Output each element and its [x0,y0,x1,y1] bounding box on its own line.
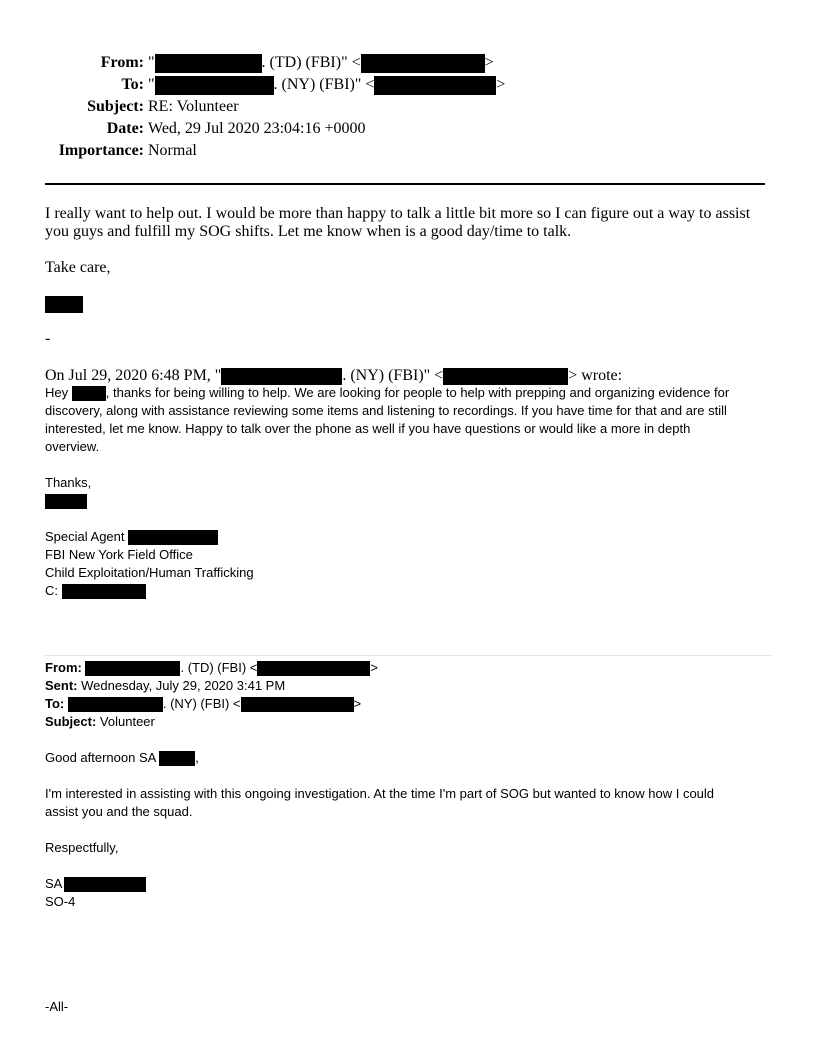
to-quote: " [148,76,155,93]
quoted-intro [45,367,622,385]
quoted2-sent-row [45,678,285,693]
header-importance-label: Importance: [58,142,144,159]
quoted-intro-pre: On Jul 29, 2020 6:48 PM, " [45,367,222,384]
quoted2-from-row [45,660,378,676]
quoted1-signature-redaction [45,493,87,509]
quoted2-to-post: > [353,696,362,711]
quoted-intro-post: > wrote: [568,367,623,384]
redaction-block [45,296,83,313]
quoted2-subject-label: Subject: [45,714,97,729]
header-importance-value: Normal [148,142,197,159]
quoted1-thanks: Thanks, [45,475,92,490]
quoted2-sig-sa [45,876,146,892]
header-to-row [0,74,816,96]
reply-line-2: you guys and fulfill my SOG shifts. Let me know when is a good day/time to talk. [45,223,572,240]
greeting-text: Good afternoon SA [45,750,156,765]
sig-sa-text: SA [45,876,63,891]
header-from-value [148,52,494,74]
redaction-block [159,751,195,766]
redaction-block [68,697,163,712]
quoted1-sig-cell [45,583,146,599]
header-from-label: From: [100,54,144,71]
quoted-divider [45,655,771,656]
from-mid: . (TD) (FBI)" < [261,54,361,71]
reply-line-1: I really want to help out. I would be more than happy to talk a little bit more so I can figure out a way to assist [45,205,751,222]
header-divider [45,183,765,185]
redaction-block [155,54,262,73]
header-subject-label: Subject: [87,98,144,115]
reply-dash: - [45,330,51,347]
footer-marker: -All- [45,999,69,1014]
from-post: > [484,54,494,71]
quoted2-greeting [45,750,199,766]
sig-cell-label: C: [45,583,58,598]
sig-title-text: Special Agent [45,529,125,544]
redaction-block [45,494,87,509]
redaction-block [64,877,146,892]
header-to-label: To: [121,76,144,93]
quoted2-closing: Respectfully, [45,840,119,855]
redaction-block [85,661,180,676]
header-subject-row [0,96,816,118]
quoted2-subject-value: Volunteer [99,714,155,729]
redaction-block [62,584,146,599]
quoted1-sig-unit: Child Exploitation/Human Trafficking [45,565,254,580]
header-subject-value: RE: Volunteer [148,98,239,115]
from-quote: " [148,54,155,71]
quoted2-subject-row [45,714,155,729]
quoted-intro-mid: . (NY) (FBI)" < [342,367,444,384]
quoted1-sig-office: FBI New York Field Office [45,547,193,562]
header-date-label: Date: [106,120,144,137]
header-date-value: Wed, 29 Jul 2020 23:04:16 +0000 [148,120,366,137]
quoted2-sent-value: Wednesday, July 29, 2020 3:41 PM [81,678,286,693]
quoted1-line-2: discovery, along with assistance reviewing some items and listening to recordings. If you have time for that and are still [45,403,727,418]
redaction-block [72,386,106,401]
quoted2-sent-label: Sent: [45,678,78,693]
quoted2-from-mid: . (TD) (FBI) < [180,660,258,675]
greeting-comma: , [195,750,199,765]
quoted2-from-post: > [370,660,378,675]
header-to-value [148,74,505,96]
quoted2-to-label: To: [45,696,65,711]
redaction-block [221,368,342,385]
quoted1-line-1 [45,385,729,401]
redaction-block [128,530,218,545]
reply-closing: Take care, [45,259,111,276]
quoted2-body-line-2: assist you and the squad. [45,804,193,819]
redaction-block [155,76,274,95]
header-from-row [0,52,816,74]
quoted2-to-row [45,696,361,712]
redaction-block [361,54,485,73]
to-mid: . (NY) (FBI)" < [273,76,375,93]
redaction-block [443,368,568,385]
quoted1-hey: Hey [45,385,69,400]
to-post: > [496,76,506,93]
redaction-block [241,697,354,712]
redaction-block [257,661,370,676]
redaction-block [374,76,496,95]
header-importance-row [0,140,816,162]
quoted2-to-mid: . (NY) (FBI) < [162,696,241,711]
quoted1-line-3: interested, let me know. Happy to talk over the phone as well if you have questions or would like a more in depth [45,421,691,436]
reply-signature-redaction [45,295,83,313]
quoted2-sig-unit: SO-4 [45,894,76,909]
quoted1-sig-title [45,529,218,545]
quoted2-from-label: From: [45,660,82,675]
header-date-row [0,118,816,140]
quoted1-line-4: overview. [45,439,100,454]
quoted1-line1-rest: , thanks for being willing to help. We are looking for people to help with prepping and organizing evidence for [105,385,730,400]
quoted2-body-line-1: I'm interested in assisting with this ongoing investigation. At the time I'm part of SOG but wanted to know how I could [45,786,715,801]
